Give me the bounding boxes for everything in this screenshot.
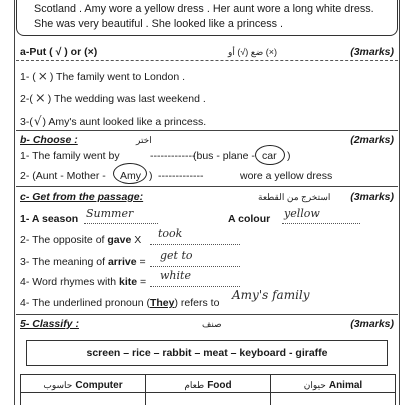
- section-5-arabic: صنف: [202, 319, 222, 329]
- choose-q2-answer: Amy: [120, 170, 141, 182]
- classify-table: [20, 374, 396, 405]
- classify-column-computer: [21, 375, 146, 405]
- answer-line: [150, 286, 240, 287]
- tf-text-1: The family went to London .: [56, 71, 186, 83]
- tf-answer-2: ×: [34, 91, 46, 106]
- passage-q1-answer: Summer: [86, 207, 134, 220]
- column-english: Computer: [75, 380, 123, 391]
- passage-q5: [20, 297, 219, 309]
- passage-q5-answer: Amy's family: [232, 288, 310, 302]
- passage-q2: [20, 234, 141, 246]
- divider: [16, 60, 398, 61]
- tf-number: 3-(: [20, 116, 33, 128]
- passage-q4-answer: white: [160, 269, 191, 282]
- tf-number: 1- (: [20, 71, 36, 83]
- column-arabic: طعام: [184, 380, 205, 390]
- section-a-arabic: ضع (√) أو (×): [228, 47, 277, 57]
- tf-close: ): [49, 71, 54, 83]
- choose-q1-start: 1- The family went by: [20, 150, 120, 162]
- passage-q4: [20, 276, 146, 288]
- tf-close: ): [47, 93, 52, 105]
- passage-line-1: Scotland . Amy wore a yellow dress . Her aunt wore a long white dress.: [34, 3, 374, 15]
- tf-answer-1: ×: [37, 69, 48, 83]
- section-b-arabic: اختر: [136, 135, 152, 145]
- passage-q3: [20, 256, 146, 268]
- answer-line: [150, 244, 240, 245]
- choose-q1-dots: -------------: [150, 150, 196, 162]
- tf-text-2: The wedding was last weekend .: [53, 93, 206, 105]
- section-5-title: 5- Classify :: [20, 318, 79, 330]
- section-b-marks: (2marks): [350, 134, 394, 146]
- answer-line: [282, 223, 360, 224]
- passage-q5-word: They: [149, 297, 175, 309]
- answer-line: [84, 223, 158, 224]
- tf-item-2: [20, 93, 206, 105]
- classify-column-food: [146, 375, 271, 405]
- choose-q1-options: (bus - plane -: [193, 150, 255, 162]
- passage-q3-answer: get to: [160, 249, 193, 262]
- classify-column-animal: [271, 375, 395, 405]
- column-english: Animal: [328, 380, 363, 391]
- tf-text-3: Amy's aunt looked like a princess.: [48, 116, 207, 128]
- passage-q2-answer: took: [158, 227, 183, 240]
- passage-q5-end: ) refers to: [174, 297, 220, 309]
- passage-q3-word: arrive: [107, 256, 137, 268]
- divider: [16, 130, 398, 131]
- passage-q4-word: kite: [119, 276, 138, 288]
- passage-q2-x: X: [134, 234, 142, 246]
- passage-q3-label: 3- The meaning of: [20, 256, 106, 268]
- tf-number: 2-(: [20, 93, 33, 105]
- word-bank: screen – rice – rabbit – meat – keyboard - giraffe: [26, 340, 388, 366]
- passage-q4-label: 4- Word rhymes with: [20, 276, 117, 288]
- passage-q1-answer2: yellow: [284, 207, 320, 220]
- passage-line-2: She was very beautiful . She looked like a princess .: [34, 18, 284, 30]
- choose-q2-start: 2- (Aunt - Mother -: [20, 170, 106, 182]
- answer-line: [150, 266, 240, 267]
- passage-q2-word: gave: [107, 234, 132, 246]
- section-5-marks: (3marks): [350, 318, 394, 330]
- tf-close: ): [42, 116, 46, 128]
- section-a-marks: (3marks): [350, 46, 394, 58]
- section-a-title: a-Put ( √ ) or (×): [20, 46, 98, 58]
- passage-q2-label: 2- The opposite of: [20, 234, 105, 246]
- choose-q2-dots: -------------: [158, 170, 204, 182]
- choose-q2-end: ): [149, 170, 153, 182]
- choose-q1-answer: car: [262, 150, 277, 162]
- passage-q3-eq: =: [139, 256, 146, 268]
- passage-q1-label2: A colour: [228, 213, 271, 225]
- section-c-marks: (3marks): [350, 191, 394, 203]
- choose-q1-end: ): [287, 150, 291, 162]
- section-c-title: c- Get from the passage:: [20, 191, 144, 203]
- table-header-divider: [20, 392, 396, 393]
- passage-q1-label: 1- A season: [20, 213, 79, 225]
- passage-q4-eq: =: [140, 276, 147, 288]
- tf-item-1: [20, 70, 185, 83]
- column-arabic: حاسوب: [43, 380, 73, 390]
- tf-item-3: [20, 115, 206, 128]
- section-c-arabic: استخرج من القطعة: [258, 192, 331, 202]
- divider: [16, 186, 398, 187]
- divider: [16, 314, 398, 315]
- choose-q2-rest: wore a yellow dress: [240, 170, 333, 182]
- tf-answer-3: √: [33, 114, 42, 128]
- section-b-title: b- Choose :: [20, 134, 78, 146]
- column-english: Food: [207, 380, 232, 391]
- column-arabic: حيوان: [303, 380, 326, 390]
- passage-q5-label: 4- The underlined pronoun (: [20, 297, 150, 309]
